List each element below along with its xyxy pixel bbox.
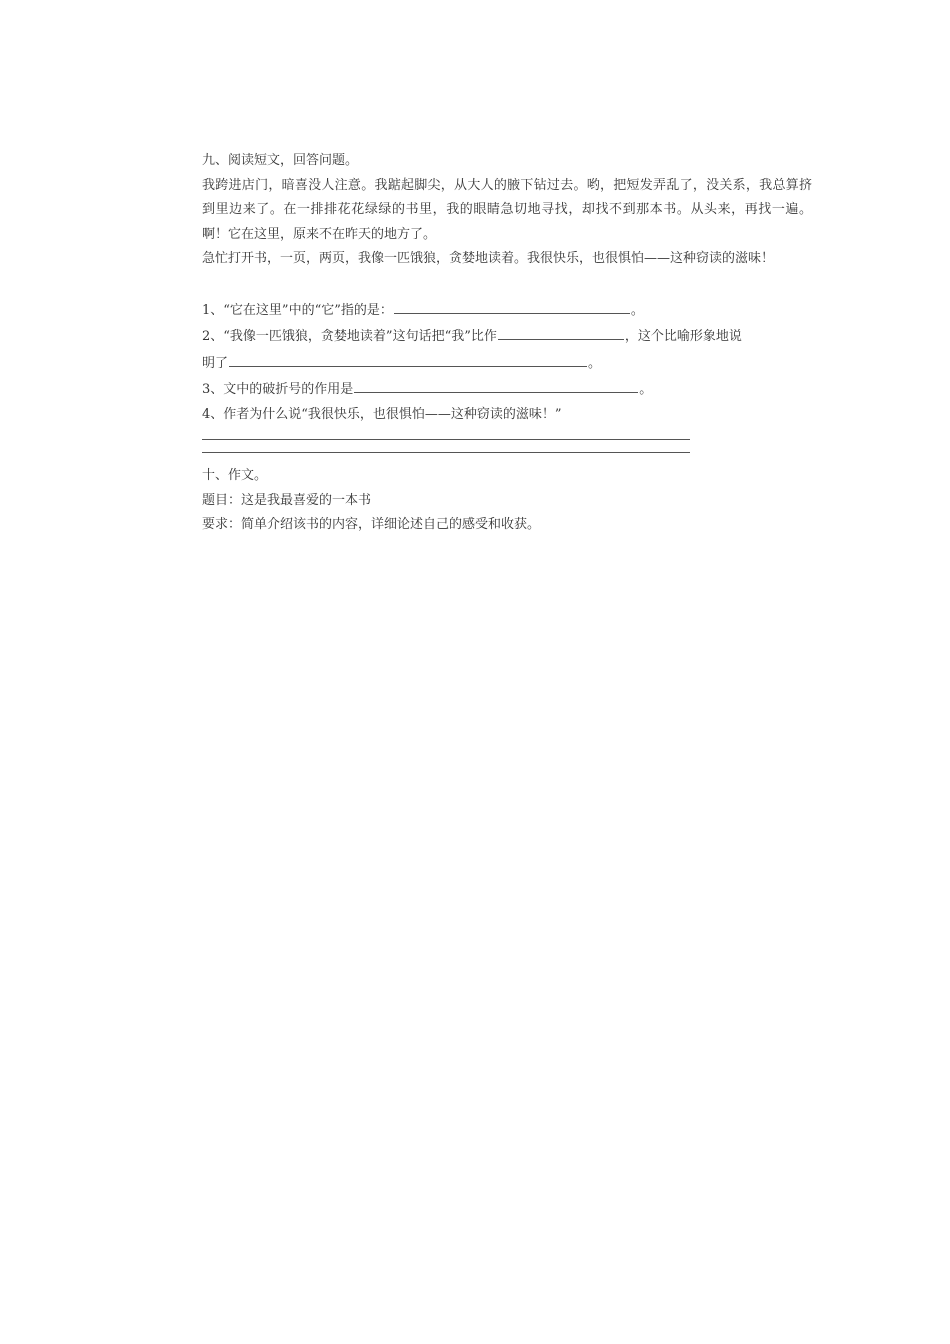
question-1 (202, 297, 812, 324)
question-3-end: 。 (639, 382, 653, 397)
essay-topic: 题目：这是我最喜爱的一本书 (202, 492, 372, 508)
question-1-text: 1、“它在这里”中的“它”指的是： (202, 302, 393, 318)
answer-blank-1 (394, 297, 630, 314)
question-2 (202, 323, 812, 350)
answer-line-4b (202, 452, 690, 453)
passage-paragraph-1: 我跨进店门，暗喜没人注意。我踮起脚尖，从大人的腋下钻过去。哟，把短发弄乱了，没关系，我总算挤到里边来了。在一排排花花绿绿的书里，我的眼睛急切地寻找，却找不到那本书。从头来，再找一遍。啊！它在这里，原来不在昨天的地方了。 (202, 177, 812, 242)
section10-title: 十、作文。 (202, 468, 268, 483)
answer-blank-2b (229, 350, 587, 367)
question-2-continued (202, 350, 812, 377)
essay-requirement: 要求：简单介绍该书的内容，详细论述自己的感受和收获。 (202, 517, 541, 532)
answer-blank-3 (354, 376, 638, 393)
passage-paragraph-2: 急忙打开书，一页，两页，我像一匹饿狼，贪婪地读着。我很快乐，也很惧怕——这种窃读的滋味！ (202, 251, 775, 266)
section9-title: 九、阅读短文，回答问题。 (202, 153, 359, 168)
question-2-mid: ，这个比喻形象地说 (624, 329, 742, 344)
question-3 (202, 376, 812, 403)
question-2-end: 。 (588, 355, 602, 371)
answer-blank-2a (498, 323, 624, 340)
question-2-text: 2、“我像一匹饿狼，贪婪地读着”这句话把“我”比作 (202, 329, 497, 344)
document-page (202, 149, 812, 538)
question-4: 4、作者为什么说“我很快乐，也很惧怕——这种窃读的滋味！” (202, 406, 562, 422)
spacer (202, 272, 812, 297)
question-1-end: 。 (630, 302, 644, 318)
answer-line-4a (202, 439, 690, 440)
question-3-text: 3、文中的破折号的作用是 (202, 382, 354, 397)
question-2-cont-text: 明了 (202, 355, 229, 371)
